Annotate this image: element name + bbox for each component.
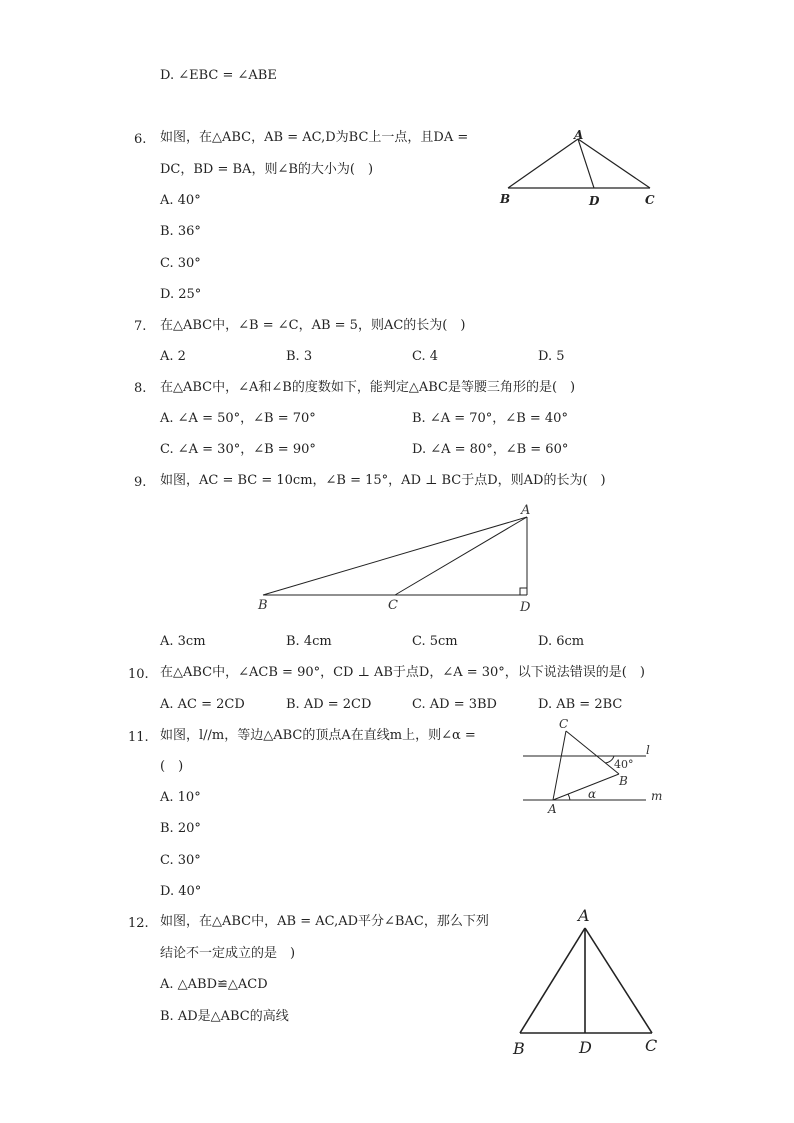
q11-number: 11. bbox=[128, 730, 149, 745]
q12-option-b: B. AD是△ABC的高线 bbox=[160, 1009, 289, 1024]
q9-option-a: A. 3cm bbox=[160, 634, 206, 649]
q12-figure bbox=[505, 900, 675, 1065]
q10-stem: 在△ABC中，∠ACB = 90°，CD ⊥ AB于点D，∠A = 30°，以下说法错误的是( ) bbox=[160, 665, 645, 680]
q11-label-m: m bbox=[651, 789, 663, 803]
q11-option-b: B. 20° bbox=[160, 821, 201, 836]
q11-stem-line2: ( ) bbox=[160, 759, 184, 774]
q12-label-b: B bbox=[513, 1039, 525, 1058]
q6-number: 6. bbox=[134, 132, 147, 147]
q9-label-d: D bbox=[520, 600, 531, 615]
q8-option-d: D. ∠A = 80°，∠B = 60° bbox=[412, 442, 569, 457]
q12-option-a: A. △ABD≌△ACD bbox=[160, 977, 268, 992]
q6-label-a: A bbox=[574, 128, 584, 142]
q11-label-a: A bbox=[548, 802, 557, 816]
q7-option-c: C. 4 bbox=[412, 349, 439, 364]
q9-option-b: B. 4cm bbox=[286, 634, 332, 649]
q7-option-b: B. 3 bbox=[286, 349, 313, 364]
q11-figure bbox=[518, 715, 678, 820]
q9-label-a: A bbox=[521, 503, 531, 518]
q10-option-b: B. AD = 2CD bbox=[286, 697, 372, 712]
q12-label-c: C bbox=[645, 1036, 658, 1055]
q10-option-c: C. AD = 3BD bbox=[412, 697, 497, 712]
q10-option-d: D. AB = 2BC bbox=[538, 697, 623, 712]
q6-stem-line2: DC，BD = BA，则∠B的大小为( ) bbox=[160, 162, 374, 177]
q12-stem-line1: 如图，在△ABC中，AB = AC,AD平分∠BAC，那么下列 bbox=[160, 914, 489, 929]
q11-option-d: D. 40° bbox=[160, 884, 202, 899]
q11-label-40deg: 40° bbox=[614, 758, 634, 771]
q9-option-d: D. 6cm bbox=[538, 634, 585, 649]
q11-option-a: A. 10° bbox=[160, 790, 201, 805]
q11-label-b: B bbox=[619, 774, 628, 788]
q6-label-c: C bbox=[645, 193, 655, 207]
q9-stem: 如图，AC = BC = 10cm，∠B = 15°，AD ⊥ BC于点D，则AD的长为( ) bbox=[160, 473, 606, 488]
q9-number: 9. bbox=[134, 475, 147, 490]
q7-option-d: D. 5 bbox=[538, 349, 565, 364]
q9-label-c: C bbox=[388, 598, 398, 613]
q6-figure bbox=[495, 125, 665, 215]
q9-option-c: C. 5cm bbox=[412, 634, 458, 649]
q6-label-d: D bbox=[589, 194, 600, 208]
q5-option-d: D. ∠EBC = ∠ABE bbox=[160, 68, 277, 83]
q8-option-b: B. ∠A = 70°，∠B = 40° bbox=[412, 411, 568, 426]
q6-label-b: B bbox=[500, 192, 511, 206]
q8-stem: 在△ABC中，∠A和∠B的度数如下，能判定△ABC是等腰三角形的是( ) bbox=[160, 380, 576, 395]
q10-option-a: A. AC = 2CD bbox=[160, 697, 245, 712]
q11-stem-line1: 如图，l//m，等边△ABC的顶点A在直线m上，则∠α = bbox=[160, 728, 476, 743]
q9-label-b: B bbox=[258, 598, 268, 613]
q12-label-a: A bbox=[578, 906, 590, 925]
q8-option-c: C. ∠A = 30°，∠B = 90° bbox=[160, 442, 316, 457]
q6-option-d: D. 25° bbox=[160, 287, 202, 302]
q6-option-a: A. 40° bbox=[160, 193, 201, 208]
q11-option-c: C. 30° bbox=[160, 853, 201, 868]
q11-label-c: C bbox=[559, 717, 569, 731]
q12-number: 12. bbox=[128, 916, 149, 931]
q12-label-d: D bbox=[579, 1038, 592, 1057]
q7-option-a: A. 2 bbox=[160, 349, 186, 364]
q7-stem: 在△ABC中，∠B = ∠C，AB = 5，则AC的长为( ) bbox=[160, 318, 466, 333]
q12-stem-line2: 结论不一定成立的是 ) bbox=[160, 946, 296, 961]
q8-number: 8. bbox=[134, 381, 147, 396]
q11-label-l: l bbox=[646, 743, 650, 757]
q7-number: 7. bbox=[134, 319, 147, 334]
q8-option-a: A. ∠A = 50°，∠B = 70° bbox=[160, 411, 316, 426]
q6-option-b: B. 36° bbox=[160, 224, 201, 239]
q9-figure bbox=[255, 500, 545, 615]
q6-option-c: C. 30° bbox=[160, 256, 201, 271]
q6-stem-line1: 如图，在△ABC，AB = AC,D为BC上一点，且DA = bbox=[160, 130, 469, 145]
q11-label-alpha: α bbox=[588, 787, 597, 801]
q10-number: 10. bbox=[128, 667, 149, 682]
